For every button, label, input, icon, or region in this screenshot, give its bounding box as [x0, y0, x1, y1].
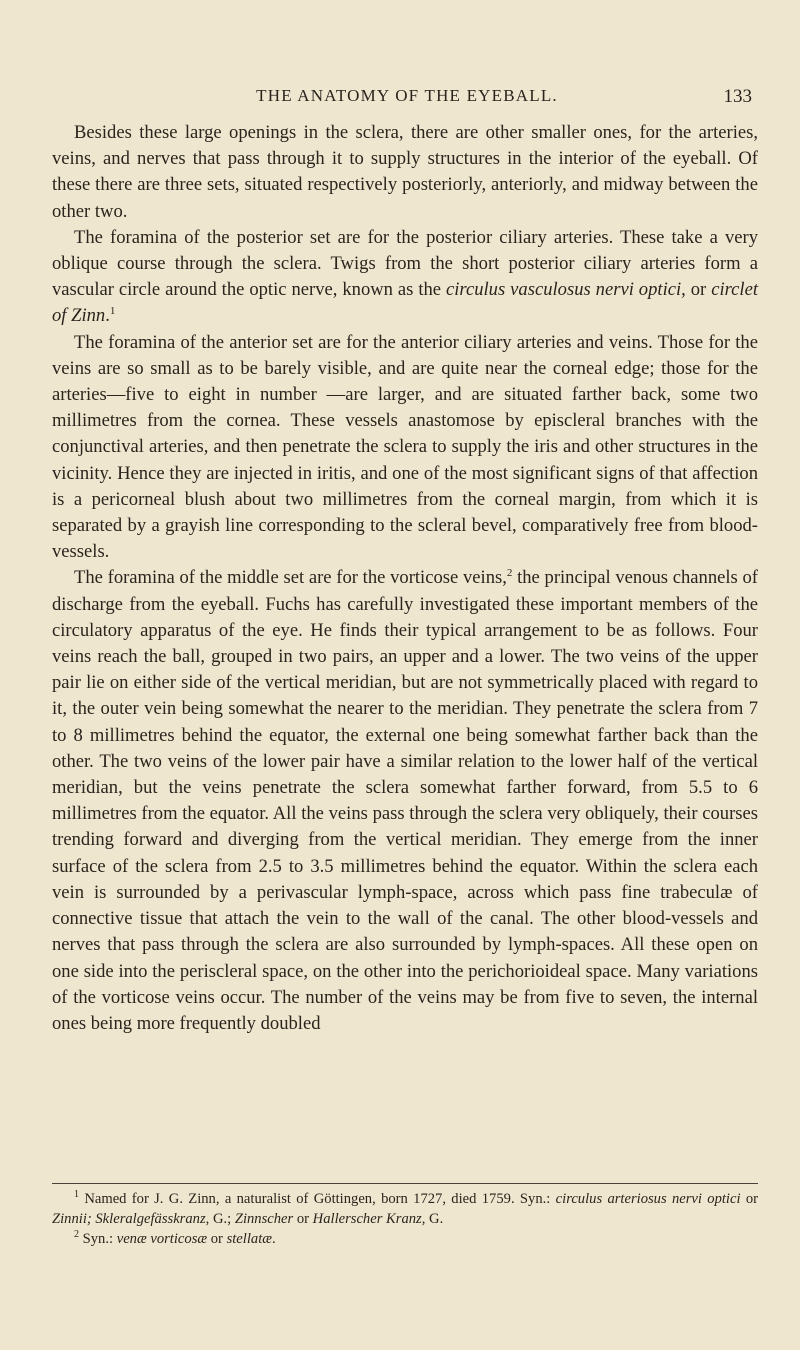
italic-term: circulus vasculosus nervi optici [446, 279, 682, 301]
text-run: Besides these large openings in the sclera, there are other smaller ones, for the arteries, veins, and nerves that pass through it to supply structures in the interior of the eyeball. Of these there are three sets, situated respectively posteriorly, anteriorly, and midway between the other two. [52, 122, 758, 222]
text-run: The foramina of the middle set are for the vorticose veins, [74, 567, 507, 589]
text-run: , G. [421, 1211, 444, 1227]
text-run: The foramina of the anterior set are for the anterior ciliary arteries and veins. Those for the veins are so small as to be barely visible, and are quite near the corneal edge; those for the arteries—five to eight in number —are larger, and are situated farther back, some two millimetres from the cornea. These vessels anastomose by episcleral branches with the conjunctival arteries, and then penetrate the sclera to supply the iris and other structures in the vicinity. Hence they are injected in iritis, and one of the most significant signs of that affection is a pericorneal blush about two millimetres from the corneal margin, from which it is separated by a grayish line corresponding to the scleral bevel, comparatively free from blood-vessels. [52, 331, 758, 563]
running-title: THE ANATOMY OF THE EYEBALL. [256, 86, 558, 105]
italic-term: Zinnii; Skleralgefässkranz [52, 1211, 206, 1227]
italic-term: Zinnscher [234, 1211, 294, 1227]
running-head [52, 86, 762, 110]
text-run: or [207, 1231, 227, 1247]
page-number: 133 [723, 86, 752, 107]
footnote-marker: 2 [74, 1229, 79, 1241]
text-run: , G.; [205, 1211, 235, 1227]
footnote-marker: 1 [74, 1189, 79, 1201]
text-run: . [105, 305, 110, 327]
footnote-marker: 2 [506, 567, 513, 580]
footnote-rule [52, 1183, 758, 1184]
paragraph [52, 565, 758, 1037]
text-run: , or [681, 279, 712, 301]
italic-term: Hallerscher Kranz [312, 1211, 422, 1227]
text-run: Named for J. G. Zinn, a naturalist of Göttingen, born 1727, died 1759. Syn.: [79, 1191, 556, 1207]
text-run: the principal venous channels of discharge from the eyeball. Fuchs has carefully investigated these important members of the circulatory apparatus of the eye. He finds their typical arrangement to be as follows. Four veins reach the ball, grouped in two pairs, an upper and a lower. The two veins of the upper pair lie on either side of the vertical meridian, but are not symmetrically placed with regard to it, the outer vein being somewhat the nearer to the meridian. They penetrate the sclera from 7 to 8 millimetres behind the equator, the external one being somewhat farther back than the other. The two veins of the lower pair have a similar relation to the lower half of the vertical meridian, but the veins penetrate the sclera somewhat farther forward, from 5.5 to 6 millimetres from the equator. All the veins pass through the sclera very obliquely, their courses trending forward and diverging from the vertical meridian. They emerge from the inner surface of the sclera from 2.5 to 3.5 millimetres behind the equator. Within the sclera each vein is surrounded by a perivascular lymph-space, across which pass fine trabeculæ of connective tissue that attach the vein to the wall of the canal. The other blood-vessels and nerves that pass through the sclera are also surrounded by lymph-spaces. All these open on one side into the periscleral space, on the other into the perichorioideal space. Many variations of the vorticose veins occur. The number of the veins may be from five to seven, the internal ones being more frequently doubled [52, 567, 758, 1034]
footnote [52, 1229, 758, 1249]
footnotes [52, 1189, 758, 1249]
italic-term: venæ vorticosæ [116, 1231, 208, 1247]
text-run: . [271, 1231, 276, 1247]
italic-term: circlet of Zinn [52, 279, 758, 327]
footnote [52, 1189, 758, 1229]
paragraph [52, 120, 758, 225]
paragraph [52, 330, 758, 566]
text-run: Syn.: [79, 1231, 117, 1247]
paragraph [52, 225, 758, 330]
body-text [52, 120, 758, 1037]
italic-term: circulus arteriosus nervi optici [555, 1191, 741, 1207]
text-run: or [293, 1211, 313, 1227]
footnote-marker: 1 [109, 305, 116, 318]
text-run: The foramina of the posterior set are for the posterior ciliary arteries. These take a very oblique course through the sclera. Twigs from the short posterior ciliary arteries form a vascular circle around the optic nerve, known as the [52, 226, 758, 301]
text-run: or [740, 1191, 758, 1207]
italic-term: stellatæ [226, 1231, 272, 1247]
